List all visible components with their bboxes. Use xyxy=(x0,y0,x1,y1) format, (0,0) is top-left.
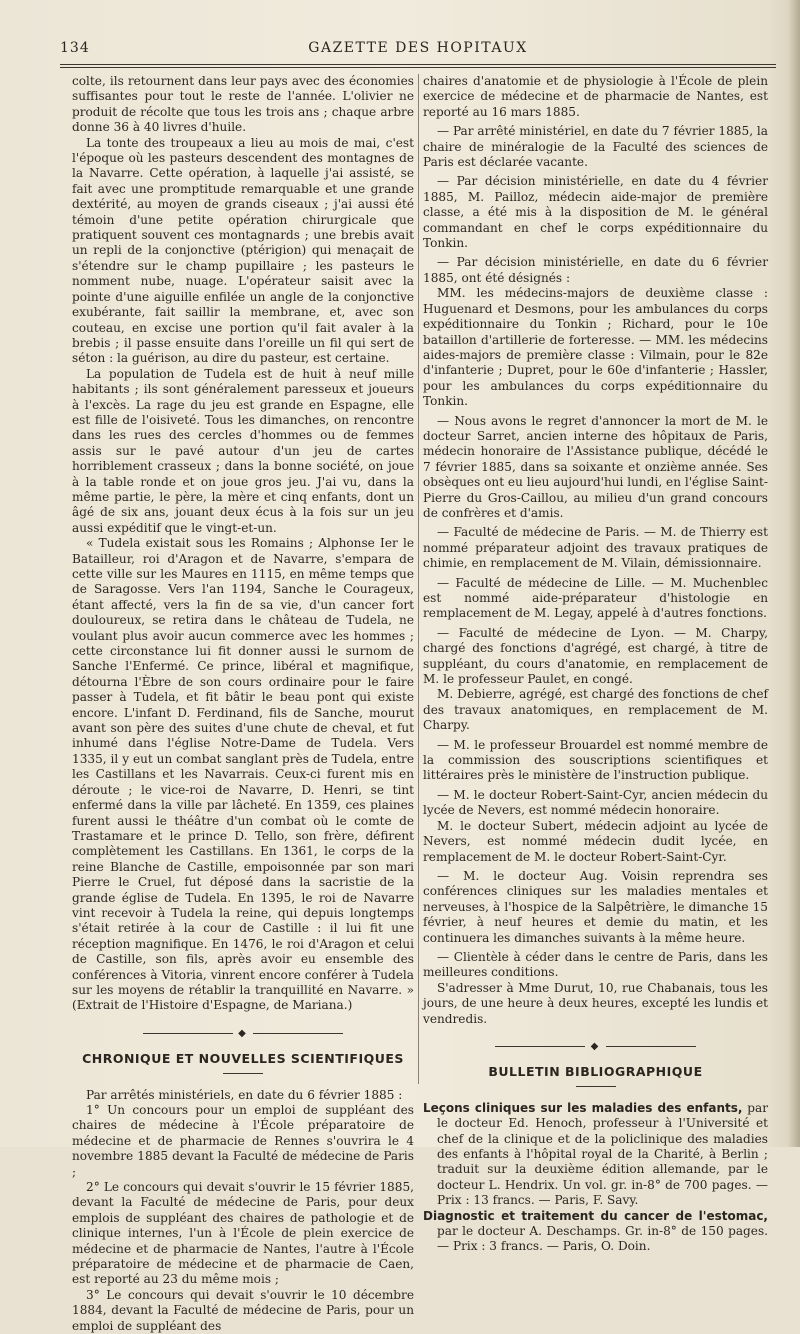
short-rule xyxy=(223,1073,263,1074)
biblio-title: Diagnostic et traitement du cancer de l'estomac, xyxy=(423,1208,768,1223)
paragraph: — Clientèle à céder dans le centre de Paris, dans les meilleures conditions. xyxy=(423,949,768,980)
paragraph: — M. le docteur Aug. Voisin reprendra ses conférences cliniques sur les maladies mentales et nerveuses, à l'hospice de la Salpêtrière, le dimanche 15 février, à neuf heures et demie du matin, et les continuera les dimanches suivants à la même heure. xyxy=(423,868,768,945)
paragraph: — Nous avons le regret d'annoncer la mort de M. le docteur Sarret, ancien interne des hôpitaux de Paris, médecin honoraire de l'Assistance publique, décédé le 7 février 1885, dans sa soixante et onzième année. Ses obsèques ont eu lieu aujourd'hui lundi, en l'église Saint-Pierre du Gros-Caillou, au milieu d'un grand concours de confrères et d'amis. xyxy=(423,413,768,520)
paragraph: 3° Le concours qui devait s'ouvrir le 10 décembre 1884, devant la Faculté de médecine de Paris, pour un emploi de suppléant des xyxy=(72,1287,414,1333)
section-title-chronique: CHRONIQUE ET NOUVELLES SCIENTIFIQUES xyxy=(82,1051,404,1067)
paragraph: M. Debierre, agrégé, est chargé des fonctions de chef des travaux anatomiques, en remplacement de M. Charpy. xyxy=(423,687,768,733)
paragraph: M. le docteur Subert, médecin adjoint au lycée de Nevers, est nommé médecin dudit lycée, en remplacement de M. le docteur Robert-Saint-Cyr. xyxy=(423,818,768,864)
paragraph: — Par décision ministérielle, en date du 4 février 1885, M. Pailloz, médecin aide-major de première classe, a été mis à la disposition de M. le général commandant en chef le corps expéditionnaire du Tonkin. xyxy=(423,174,768,251)
paragraph: — Faculté de médecine de Lille. — M. Muchenblec est nommé aide-préparateur d'histologie en remplacement de M. Legay, appelé à d'autres fonctions. xyxy=(423,575,768,621)
journal-title: GAZETTE DES HOPITAUX xyxy=(308,40,528,56)
right-column xyxy=(423,74,768,1254)
biblio-entry xyxy=(423,1209,768,1255)
section-title-bulletin: BULLETIN BIBLIOGRAPHIQUE xyxy=(488,1064,703,1080)
column-divider xyxy=(418,74,419,1084)
header-rule xyxy=(60,64,776,65)
section-ornament: ◆ xyxy=(423,1039,768,1054)
biblio-title: Leçons cliniques sur les maladies des enfants, xyxy=(423,1100,743,1115)
paragraph: — Faculté de médecine de Lyon. — M. Charpy, chargé des fonctions d'agrégé, est chargé, à titre de suppléant, du cours d'anatomie, en remplacement de M. le professeur Paulet, en congé. xyxy=(423,625,768,687)
short-rule xyxy=(576,1086,616,1087)
paragraph: Par arrêtés ministériels, en date du 6 février 1885 : xyxy=(86,1087,403,1102)
biblio-entry xyxy=(423,1101,768,1209)
paragraph: — M. le docteur Robert-Saint-Cyr, ancien médecin du lycée de Nevers, est nommé médecin honoraire. xyxy=(423,787,768,818)
paragraph: La population de Tudela est de huit à neuf mille habitants ; ils sont généralement paresseux et joueurs à l'excès. La rage du jeu est grande en Espagne, elle est fille de l'oisiveté. Tous les dimanches, on rencontre dans les rues des cercles d'hommes ou de femmes assis sur le pavé autour d'un jeu de cartes horriblement crasseux ; dans la bonne société, on joue à la table ronde et on joue gros jeu. J'ai vu, dans la même partie, le père, la mère et cinq enfants, dont un âgé de six ans, jouant deux écus à la fois sur un jeu aussi expéditif que le vingt-et-un. xyxy=(72,366,414,535)
section-ornament: ◆ xyxy=(72,1026,414,1041)
page-number: 134 xyxy=(60,40,90,56)
biblio-text: par le docteur A. Deschamps. Gr. in-8° de 150 pages. — Prix : 3 francs. — Paris, O. Doin. xyxy=(437,1224,768,1254)
paragraph: La tonte des troupeaux a lieu au mois de mai, c'est l'époque où les pasteurs descendent des montagnes de la Navarre. Cette opération, à laquelle j'ai assisté, se fait avec une promptitude remarquable et une grande dextérité, au moyen de grands ciseaux ; j'ai aussi été témoin d'une petite opération chirurgicale que pratiquent souvent ces montagnards ; une brebis avait un repli de la conjonctive (ptérigion) qui menaçait de s'étendre sur le champ pupillaire ; les pasteurs le nomment nube, nuage. L'opérateur saisit avec la pointe d'une aiguille enfilée un angle de la conjonctive exubérante, fait saillir la membrane, et, avec son couteau, en excise une portion qu'il fait avaler à la brebis ; il passe ensuite dans l'oreille un fil qui sert de séton : la guérison, au dire du pasteur, est certaine. xyxy=(72,135,414,366)
paragraph: chaires d'anatomie et de physiologie à l'École de plein exercice de médecine et de pharmacie de Nantes, est reporté au 16 mars 1885. xyxy=(423,74,768,119)
page-edge-shadow xyxy=(788,0,800,1147)
biblio-text: par le docteur Ed. Henoch, professeur à l'Université et chef de la clinique et de la policlinique des maladies des enfants à l'hôpital royal de la Charité, à Berlin ; traduit sur la deuxième édition allemande, par le docteur L. Hendrix. Un vol. gr. in-8° de 700 pages. — Prix : 13 francs. — Paris, F. Savy. xyxy=(437,1100,768,1208)
paragraph: « Tudela existait sous les Romains ; Alphonse Ier le Batailleur, roi d'Aragon et de Navarre, s'empara de cette ville sur les Maures en 1115, en même temps que de Saragosse. Vers l'an 1194, Sanche le Courageux, étant affecté, vers la fin de sa vie, d'un cancer fort douloureux, se retira dans le château de Tudela, ne voulant plus avoir aucun commerce avec les hommes ; cette circonstance lui fit donner aussi le surnom de Sanche l'Enfermé. Ce prince, libéral et magnifique, détourna l'Èbre de son cours ordinaire pour le faire passer à Tudela, et fit bâtir le beau pont qui existe encore. L'infant D. Ferdinand, fils de Sanche, mourut avant son père des suites d'une chute de cheval, et fut inhumé dans l'église Notre-Dame de Tudela. Vers 1335, il y eut un combat sanglant près de Tudela, entre les Castillans et les Navarrais. Ceux-ci furent mis en déroute ; le vice-roi de Navarre, D. Henri, se tint enfermé dans la ville par lâcheté. En 1359, ces plaines furent aussi le théâtre d'un combat où le comte de Trastamare et le prince D. Tello, son frère, défirent complètement les Castillans. En 1361, le corps de la reine Blanche de Castille, empoisonnée par son mari Pierre le Cruel, fut déposé dans la sacristie de la grande église de Tudela. En 1395, le roi de Navarre vint recevoir à Tudela la reine, qui depuis longtemps s'était retirée à la cour de Castille : il lui fit une réception magnifique. En 1476, le roi d'Aragon et celui de Castille, son fils, après avoir eu ensemble des conférences à Vitoria, vinrent encore conférer à Tudela sur les moyens de rétablir la tranquillité en Navarre. » (Extrait de l'Histoire d'Espagne, de Mariana.) xyxy=(72,536,414,1013)
page-header xyxy=(60,40,776,60)
bibliography-list xyxy=(423,1101,768,1255)
paragraph: S'adresser à Mme Durut, 10, rue Chabanais, tous les jours, de une heure à deux heures, excepté les lundis et vendredis. xyxy=(423,980,768,1026)
paragraph: — Par arrêté ministériel, en date du 7 février 1885, la chaire de minéralogie de la Faculté des sciences de Paris est déclarée vacante. xyxy=(423,124,768,170)
paragraph: 2° Le concours qui devait s'ouvrir le 15 février 1885, devant la Faculté de médecine de Paris, pour deux emplois de suppléant des chaires de pathologie et de clinique internes, l'un à l'École de plein exercice de médecine et de pharmacie de Nantes, l'autre à l'École préparatoire de médecine et de pharmacie de Caen, est reporté au 23 du même mois ; xyxy=(72,1180,414,1287)
paragraph: colte, ils retournent dans leur pays avec des économies suffisantes pour tout le reste de l'année. L'olivier ne produit de récolte que tous les trois ans ; chaque arbre donne 36 à 40 livres d'huile. xyxy=(72,74,414,135)
paragraph: MM. les médecins-majors de deuxième classe : Huguenard et Desmons, pour les ambulances du corps expéditionnaire du Tonkin ; Richard, pour le 10e bataillon d'artillerie de forteresse. — MM. les médecins aides-majors de première classe : Vilmain, pour le 82e d'infanterie ; Dupret, pour le 60e d'infanterie ; Hassler, pour les ambulances du corps expéditionnaire du Tonkin. xyxy=(423,286,768,409)
header-rule-double xyxy=(60,67,776,68)
paragraph: — Faculté de médecine de Paris. — M. de Thierry est nommé préparateur adjoint des travaux pratiques de chimie, en remplacement de M. Vilain, démissionnaire. xyxy=(423,525,768,571)
left-column xyxy=(72,74,414,1333)
paragraph: 1° Un concours pour un emploi de suppléant des chaires de médecine à l'École préparatoire de médecine et de pharmacie de Rennes s'ouvrira le 4 novembre 1885 devant la Faculté de médecine de Paris ; xyxy=(72,1103,414,1179)
paragraph: — Par décision ministérielle, en date du 6 février 1885, ont été désignés : xyxy=(423,255,768,285)
paragraph: — M. le professeur Brouardel est nommé membre de la commission des souscriptions scientifiques et littéraires près le ministère de l'instruction publique. xyxy=(423,737,768,783)
